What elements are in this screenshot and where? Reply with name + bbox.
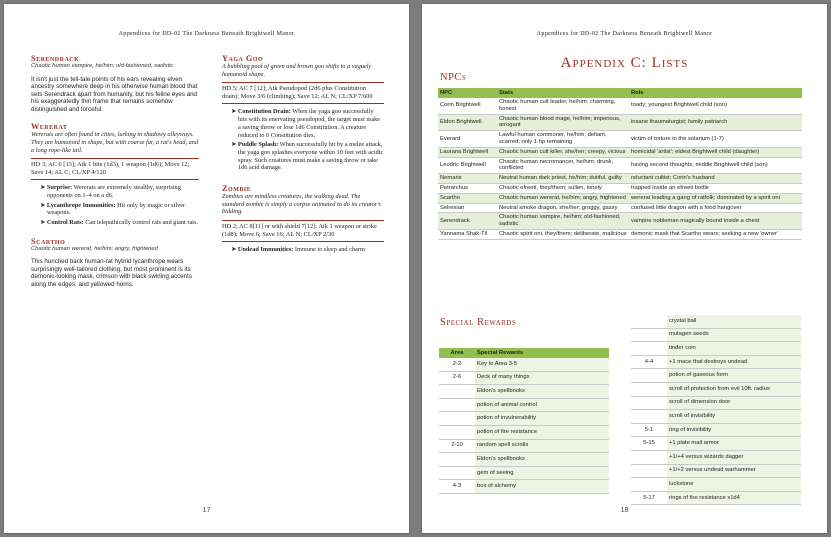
reward-item: potion of invulnerability xyxy=(475,412,609,426)
npc-row xyxy=(438,203,802,213)
reward-row xyxy=(439,466,609,480)
npc-cell: reluctant cultist; Corin's husband xyxy=(629,174,802,184)
npc-cell: Chaoitc human necromancer, he/him; drunk, conflicted xyxy=(497,157,629,174)
yaga-heading: Yaga Goo xyxy=(222,54,264,63)
reward-item: scroll of dimension door xyxy=(667,396,801,410)
reward-row xyxy=(631,382,801,396)
yaga-statblock: HD 5; AC 7 [12]; Atk Pseudopod (2d6 plus Constitution drain); Move 3/6 (climbing); Save 12; AL N; CL/XP 7/600 xyxy=(222,82,384,104)
rewards-table-left xyxy=(439,348,609,494)
reward-area xyxy=(439,398,475,412)
reward-row xyxy=(631,315,801,328)
reward-area xyxy=(631,396,667,410)
reward-area: 5-17 xyxy=(631,491,667,505)
yaga-desc: A bubbling pool of green and brown goo shifts to a vaguely humanoid shape. xyxy=(222,63,372,78)
page-number: 18 xyxy=(620,507,629,514)
npc-row xyxy=(438,193,802,203)
wererat-heading: Wererat xyxy=(31,122,68,132)
ability-name: Control Rats: xyxy=(46,219,84,227)
reward-row xyxy=(631,437,801,451)
npc-cell: confused little dragon with a food hangover xyxy=(629,203,802,213)
ability-text: Can telepathically control rats and giant rats. xyxy=(83,219,199,227)
ability-text: Wererats are extremely stealthy, surprising opponents on 1–4 on a d6. xyxy=(47,184,181,199)
npc-cell: Everard xyxy=(438,131,497,148)
wererat-abilities xyxy=(31,184,199,227)
npc-cell: Neutral human dark priest, he/him; dutiful, guilty xyxy=(497,174,629,184)
reward-row xyxy=(631,369,801,383)
zombie-abilities xyxy=(222,246,384,254)
scartho-heading: Scartho xyxy=(31,236,66,246)
right-page xyxy=(422,4,827,533)
reward-area xyxy=(631,410,667,424)
reward-area xyxy=(631,315,667,328)
npc-row xyxy=(438,213,802,230)
npc-cell: Chaotic human cult leader, he/him; charming, honest xyxy=(497,98,629,114)
appendix-title: Appendix C: Lists xyxy=(560,55,689,71)
scartho-body: This hunched back human-rat hybrid lycanthrope wears surprisingly well-tailored clothing, but most prominent is its demonic-looking mask, crimson with black swirling accents along the edges, and yellowed horns. xyxy=(31,258,192,288)
npc-table xyxy=(438,88,802,240)
reward-row xyxy=(631,355,801,369)
reward-area xyxy=(631,328,667,342)
zombie-heading: Zombie xyxy=(222,184,252,194)
reward-item: gem of seeing xyxy=(475,466,609,480)
column-header: Stats xyxy=(497,88,629,98)
reward-area: 4-3 xyxy=(439,480,475,494)
reward-item: potion of animal control xyxy=(475,398,609,412)
reward-row xyxy=(439,480,609,494)
npc-cell: Chaotic human wererat, he/him; angry, frightened xyxy=(497,193,629,203)
reward-row xyxy=(631,478,801,492)
reward-row xyxy=(439,385,609,399)
reward-row xyxy=(631,450,801,464)
reward-row xyxy=(439,371,609,385)
page-number: 17 xyxy=(202,507,211,514)
reward-area: 5-15 xyxy=(631,437,667,451)
reward-area: 4-4 xyxy=(631,355,667,369)
reward-row xyxy=(631,342,801,356)
npc-cell: wererat leading a gang of ratfolk; dominated by a spirit oni xyxy=(629,193,802,203)
rewards-table-header xyxy=(439,348,609,358)
left-page xyxy=(4,4,409,533)
npc-cell: Nemaris xyxy=(438,174,497,184)
npc-row xyxy=(438,183,802,193)
reward-item: potion of gaseous form xyxy=(667,369,801,383)
arrow-bullet-icon: ➤ xyxy=(40,184,47,192)
npc-row xyxy=(438,131,802,148)
reward-row xyxy=(439,358,609,371)
reward-row xyxy=(631,491,801,505)
npc-cell: Chaotic human vampire, he/him; old-fashioned, sadistic xyxy=(497,213,629,230)
reward-item: scroll of protection from evil 10ft. radius xyxy=(667,382,801,396)
rewards-table-right xyxy=(631,315,801,505)
reward-item: +1/+2 versus undead warhammer xyxy=(667,464,801,478)
npc-cell: Petrarchus xyxy=(438,183,497,193)
npc-cell: having second thoughts; middle Brightwell child (son) xyxy=(629,157,802,174)
reward-area xyxy=(439,453,475,467)
reward-item: potion of fire resistance xyxy=(475,425,609,439)
reward-area xyxy=(439,425,475,439)
special-rewards-heading: Special Rewards xyxy=(440,317,517,328)
ability-item xyxy=(31,219,199,227)
reward-area: 2-2 xyxy=(439,358,475,371)
npc-cell: Yannama Shak-Til xyxy=(438,229,497,239)
npc-cell: Eldon Brightwell xyxy=(438,114,497,131)
arrow-bullet-icon: ➤ xyxy=(40,219,47,227)
reward-item: crystal ball xyxy=(667,315,801,328)
wererat-desc: Wererats are often found in cities, lurking in shadowy alleyways. They are humanoid in shape, but with coarse fur, a rat's head, and a long rope-like tail. xyxy=(31,131,199,154)
npc-cell: vampire nobleman magically bound inside a chest xyxy=(629,213,802,230)
reward-item: tinder coin xyxy=(667,342,801,356)
wererat-statblock: HD 3; AC 6 [13]; Atk 1 bite (1d3), 1 weapon (1d6); Move 12; Save 14; AL C; CL/XP 4/120 xyxy=(31,158,199,180)
reward-row xyxy=(631,410,801,424)
reward-item: Eldon's spellbooks xyxy=(475,385,609,399)
reward-area: 2-6 xyxy=(439,371,475,385)
reward-item: ring of invisibility xyxy=(667,423,801,437)
ability-item xyxy=(222,246,384,254)
ability-text: Immune to sleep and charm xyxy=(293,246,365,254)
running-header: Appendices for DD-02 The Darkness Beneath Brightwell Manor xyxy=(536,31,713,37)
reward-area xyxy=(631,382,667,396)
reward-area xyxy=(439,466,475,480)
reward-row xyxy=(631,396,801,410)
reward-row xyxy=(631,328,801,342)
arrow-bullet-icon: ➤ xyxy=(231,108,238,116)
zombie-desc: Zombies are mindless creatures, the walking dead. The standard zombie is simply a corpse animated to do its creator's bidding. xyxy=(222,193,381,216)
reward-item: rings of fire resistance x1d4 xyxy=(667,491,801,505)
npc-cell: Laurana Brightwell xyxy=(438,147,497,157)
ability-text: When the yaga goo successfully hits with its enervating pseudopod, the target must make a saving throw or lose 1d6 Constitution. A creature reduced to 0 Constitution dies. xyxy=(238,108,381,139)
reward-row xyxy=(439,412,609,426)
reward-area xyxy=(631,450,667,464)
npc-cell: Lawful human commoner, he/him; defiant, scarred; only 1 hp remaining xyxy=(497,131,629,148)
npc-cell: demonic mask that Scartho wears; seeking a new 'owner' xyxy=(629,229,802,239)
npc-cell: Leodric Brightwell xyxy=(438,157,497,174)
npcs-heading: NPCs xyxy=(440,72,467,83)
npc-cell: Neutral smoke dragon, she/her; groggy, gassy xyxy=(497,203,629,213)
ability-name: Surprise: xyxy=(46,184,73,192)
npc-cell: Chaotic efreeti, they/them; sullen, lonely xyxy=(497,183,629,193)
npc-table-header xyxy=(438,88,802,98)
reward-item: Deck of many things xyxy=(475,371,609,385)
npc-row xyxy=(438,114,802,131)
reward-area xyxy=(631,342,667,356)
reward-row xyxy=(631,423,801,437)
column-header: NPC xyxy=(438,88,497,98)
ability-name: Constitution Drain: xyxy=(237,108,291,116)
reward-area xyxy=(439,385,475,399)
reward-area xyxy=(631,478,667,492)
npc-cell: Serendrack xyxy=(438,213,497,230)
reward-row xyxy=(439,439,609,453)
reward-row xyxy=(439,425,609,439)
npc-row xyxy=(438,229,802,239)
arrow-bullet-icon: ➤ xyxy=(40,201,47,209)
npc-row xyxy=(438,157,802,174)
reward-area xyxy=(439,412,475,426)
arrow-bullet-icon: ➤ xyxy=(231,141,238,149)
npc-cell: insane thaumaturgist; family patriarch xyxy=(629,114,802,131)
npc-cell: homicidal 'artist'; eldest Brightwell child (daughter) xyxy=(629,147,802,157)
reward-item: Key to Area 3-5 xyxy=(475,358,609,371)
ability-item xyxy=(31,184,199,199)
ability-name: Lycanthrope Immunities: xyxy=(46,201,116,209)
running-header: Appendices for DD-02 The Darkness Beneath Brightwell Manor xyxy=(118,31,295,37)
ability-name: Undead Immunities: xyxy=(237,246,294,254)
reward-row xyxy=(439,453,609,467)
reward-area xyxy=(631,369,667,383)
npc-cell: Scartho xyxy=(438,193,497,203)
reward-item: Eldon's spellbooks xyxy=(475,453,609,467)
serendrack-heading: Serendrack xyxy=(31,54,80,63)
reward-area xyxy=(631,464,667,478)
npc-cell: Chaotic human cult killer, she/her; creepy, vicious xyxy=(497,147,629,157)
yaga-abilities xyxy=(222,108,384,172)
reward-item: luckstone xyxy=(667,478,801,492)
serendrack-body: It isn't just the tell-tale points of his ears revealing elven ancestry somewhere deep in his otherwise human blood that sets Serendrack apart from humanity, but his feline eyes and his exaggeratedly thin frame that remains somehow distinguished and forceful. xyxy=(31,75,198,113)
column-header: Special Rewards xyxy=(475,348,609,358)
npc-cell: Corin Brightwell xyxy=(438,98,497,114)
ability-text: Hit only by magic or silver weapons. xyxy=(47,201,186,217)
reward-item: box of alchemy xyxy=(475,480,609,494)
npc-cell: Chaotic spirit oni, they/them; deliberate, malicious xyxy=(497,229,629,239)
reward-item: mutagen seeds xyxy=(667,328,801,342)
npc-cell: Selrexian xyxy=(438,203,497,213)
npc-row xyxy=(438,147,802,157)
serendrack-subtitle: Chaotic human vampire, he/him; old-fashioned, sadistic xyxy=(31,63,174,69)
reward-item: scroll of invisibility xyxy=(667,410,801,424)
ability-text: When successfully hit by a melee attack, the yaga goo splashes everyone within 10 feet with acidic spray. Such creatures must make a saving throw or take 1d6 acid damage. xyxy=(238,141,384,172)
ability-item xyxy=(31,202,199,217)
right-column xyxy=(222,54,384,256)
npc-row xyxy=(438,98,802,114)
reward-area: 5-1 xyxy=(631,423,667,437)
arrow-bullet-icon: ➤ xyxy=(231,246,238,254)
reward-item: random spell scrolls xyxy=(475,439,609,453)
npc-cell: trapped inside an efreeti bottle xyxy=(629,183,802,193)
npc-cell: Chaotic human blood mage, he/him; imperious, arrogant xyxy=(497,114,629,131)
ability-item xyxy=(222,141,384,172)
ability-name: Puddle Splash: xyxy=(237,141,279,149)
npc-cell: victim of torture in the solarium (1-7) xyxy=(629,131,802,148)
npc-cell: toady; youngest Brightwell child (son) xyxy=(629,98,802,114)
reward-row xyxy=(631,464,801,478)
reward-item: +1/+4 versus wizards dagger xyxy=(667,450,801,464)
reward-row xyxy=(439,398,609,412)
reward-item: +1 plate mail armor xyxy=(667,437,801,451)
scartho-subtitle: Chaotic human wererat, he/him; angry, frightened xyxy=(31,245,158,252)
left-column xyxy=(31,54,199,288)
reward-area: 2-10 xyxy=(439,439,475,453)
column-header: Role xyxy=(629,88,802,98)
zombie-statblock: HD 2; AC 8[11] or with shield 7[12]; Atk 1 weapon or strike (1d8); Move 6; Save 16; AL N; CL/XP 2/30 xyxy=(222,220,384,242)
ability-item xyxy=(222,108,384,139)
reward-item: +1 mace that destroys undead xyxy=(667,355,801,369)
column-header: Area xyxy=(439,348,475,358)
npc-row xyxy=(438,174,802,184)
